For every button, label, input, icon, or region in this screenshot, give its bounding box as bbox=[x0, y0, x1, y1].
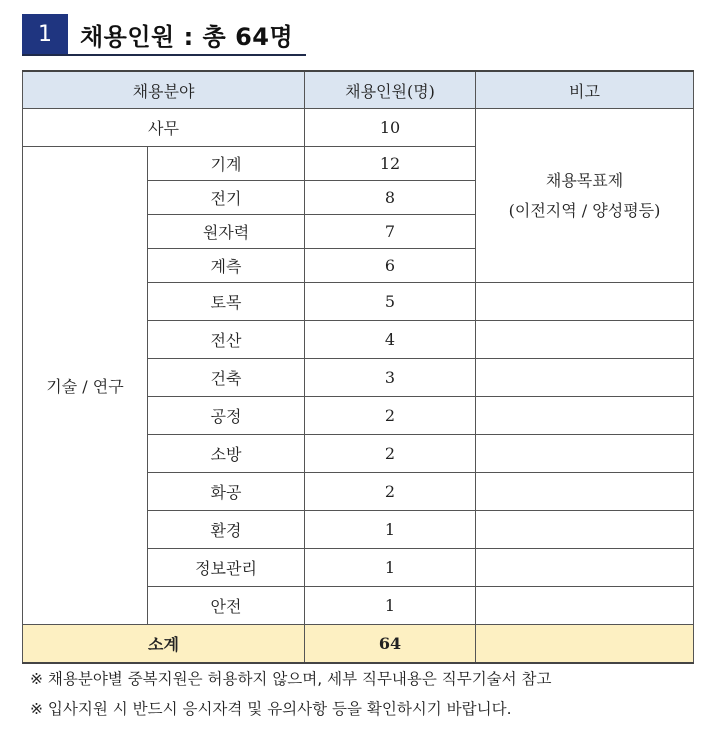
field-count: 3 bbox=[305, 359, 476, 397]
field-count: 8 bbox=[305, 181, 476, 215]
field-count: 4 bbox=[305, 321, 476, 359]
tech-group-label: 기술 / 연구 bbox=[23, 147, 148, 625]
field-count: 12 bbox=[305, 147, 476, 181]
field-count: 2 bbox=[305, 435, 476, 473]
field-count: 6 bbox=[305, 249, 476, 283]
note-duplicate: ※ 채용분야별 중복지원은 허용하지 않으며, 세부 직무내용은 직무기술서 참고 bbox=[30, 670, 552, 688]
field-label: 계측 bbox=[148, 249, 305, 283]
notes bbox=[30, 664, 552, 724]
field-label: 환경 bbox=[148, 511, 305, 549]
remark-empty bbox=[476, 511, 694, 549]
field-count: 7 bbox=[305, 215, 476, 249]
header-remark: 비고 bbox=[476, 71, 694, 109]
field-count: 2 bbox=[305, 397, 476, 435]
remark-line1: 채용목표제 bbox=[545, 170, 624, 190]
remark-line2: (이전지역 / 양성평등) bbox=[508, 200, 661, 220]
field-label: 소방 bbox=[148, 435, 305, 473]
remark-empty bbox=[476, 359, 694, 397]
remark-empty bbox=[476, 397, 694, 435]
total-count: 64 bbox=[305, 625, 476, 664]
field-label: 정보관리 bbox=[148, 549, 305, 587]
remark-empty bbox=[476, 321, 694, 359]
office-count: 10 bbox=[305, 109, 476, 147]
field-label: 건축 bbox=[148, 359, 305, 397]
section-header bbox=[22, 14, 306, 56]
note-eligibility: ※ 입사지원 시 반드시 응시자격 및 유의사항 등을 확인하시기 바랍니다. bbox=[30, 700, 512, 718]
field-label: 기계 bbox=[148, 147, 305, 181]
field-count: 5 bbox=[305, 283, 476, 321]
remark-empty bbox=[476, 587, 694, 625]
total-label: 소계 bbox=[23, 625, 305, 664]
total-row bbox=[23, 625, 694, 664]
remark-empty bbox=[476, 283, 694, 321]
remark-cell bbox=[476, 109, 694, 283]
field-label: 토목 bbox=[148, 283, 305, 321]
remark-empty bbox=[476, 473, 694, 511]
remark-empty bbox=[476, 549, 694, 587]
total-remark bbox=[476, 625, 694, 664]
office-label: 사무 bbox=[23, 109, 305, 147]
field-label: 공정 bbox=[148, 397, 305, 435]
field-count: 2 bbox=[305, 473, 476, 511]
section-title: 채용인원 : 총 64명 bbox=[80, 23, 294, 51]
header-count: 채용인원(명) bbox=[305, 71, 476, 109]
field-label: 화공 bbox=[148, 473, 305, 511]
field-count: 1 bbox=[305, 511, 476, 549]
field-label: 원자력 bbox=[148, 215, 305, 249]
field-count: 1 bbox=[305, 587, 476, 625]
remark-empty bbox=[476, 435, 694, 473]
field-count: 1 bbox=[305, 549, 476, 587]
header-field: 채용분야 bbox=[23, 71, 305, 109]
field-label: 전산 bbox=[148, 321, 305, 359]
field-label: 전기 bbox=[148, 181, 305, 215]
table-row bbox=[23, 109, 694, 147]
section-number: 1 bbox=[22, 14, 68, 54]
recruitment-table bbox=[22, 70, 694, 664]
field-label: 안전 bbox=[148, 587, 305, 625]
header-row bbox=[23, 71, 694, 109]
